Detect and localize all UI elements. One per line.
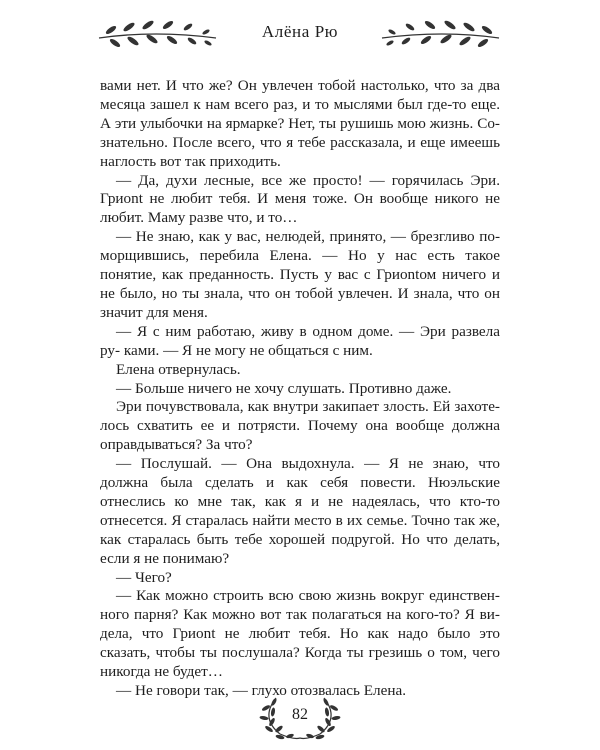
line: любит. Маму разве что, и то…	[100, 209, 298, 227]
line: меня.	[172, 303, 208, 321]
page-number: 82	[292, 706, 308, 723]
line: дела, что Гриont не любит тебя. Но как надо было это сказать,	[100, 625, 500, 662]
paragraph	[100, 455, 500, 568]
line: — Больше ничего не хочу слушать. Противно даже.	[116, 379, 452, 397]
running-header	[0, 14, 600, 54]
line: хорошей подругой. Но что делать, если я не понимаю?	[100, 530, 501, 567]
line: ками. — Я не могу не общаться с ним.	[123, 341, 373, 359]
line: будет…	[172, 663, 223, 681]
line: ного парня? Как можно вот так полагаться на кого-то? Я ви-	[100, 606, 500, 624]
paragraph	[100, 361, 500, 380]
line: — Послушай. — Она выдохнула. — Я не знаю, что должна	[100, 455, 500, 492]
line: Эри почувствовала, как внутри закипает злость. Ей захоте-	[116, 398, 500, 416]
line: морщившись, перебила Елена. — Но у нас есть такое понятие,	[100, 247, 500, 284]
line: чтобы ты послушала? Когда ты грезишь о том, чего никогда не	[100, 644, 501, 681]
body-text	[100, 77, 500, 701]
line: ты знала, что он тобой увлечен. И знала, что он значит для	[100, 284, 500, 321]
line: знательно. После всего, что я тебе рассказала, и еще имеешь	[100, 133, 500, 151]
line: Елена отвернулась.	[116, 360, 241, 378]
author-name: Алёна Рю	[261, 22, 339, 41]
line: — Не говори так, — глухо отозвалась Елена.	[116, 682, 406, 699]
paragraph	[100, 172, 500, 229]
line: месяца зашел к нам всего раз, и то мыслями был где-то еще.	[100, 95, 500, 113]
paragraph	[100, 398, 500, 455]
line: А эти улыбочки на ярмарке? Нет, ты рушишь мою жизнь. Со-	[100, 114, 500, 132]
line: — Я с ним работаю, живу в одном доме. — Эри развела ру-	[100, 322, 500, 359]
line: наглость вот так приходить.	[100, 152, 281, 170]
paragraph	[100, 380, 500, 399]
paragraph	[100, 323, 500, 361]
right-branch-ornament-icon	[378, 16, 503, 52]
paragraph	[100, 569, 500, 588]
line: — Да, духи лесные, все же просто! — горячилась Эри.	[116, 171, 500, 189]
paragraph	[100, 228, 500, 323]
line: — Чего?	[116, 568, 172, 586]
page-footer	[0, 694, 600, 744]
line: как преданность. Пусть у вас с Гриontом ничего и не было, но	[100, 266, 501, 302]
line: вами нет. И что же? Он увлечен тобой настолько, что за два	[100, 77, 500, 94]
line: — Не знаю, как у вас, нелюдей, принято, — брезгливо по-	[116, 228, 500, 246]
line: оправдываться? За что?	[100, 436, 253, 454]
line: так, как я и не надеялась, что кто-то отнесется. Я старалась	[100, 492, 501, 529]
paragraph	[100, 77, 500, 172]
line: найти место в их семье. Точно так же, как старалась быть тебе	[100, 511, 500, 548]
line: — Как можно строить всю свою жизнь вокруг единствен-	[116, 587, 500, 605]
line: Гриont не любит тебя. И меня тоже. Он вообще никого не	[100, 190, 500, 208]
line: была сделать и как себя повести. Нюэльские отнеслись ко мне	[100, 474, 501, 510]
paragraph	[100, 587, 500, 682]
line: лось схватить ее и потрясти. Почему она вообще должна	[100, 417, 500, 435]
